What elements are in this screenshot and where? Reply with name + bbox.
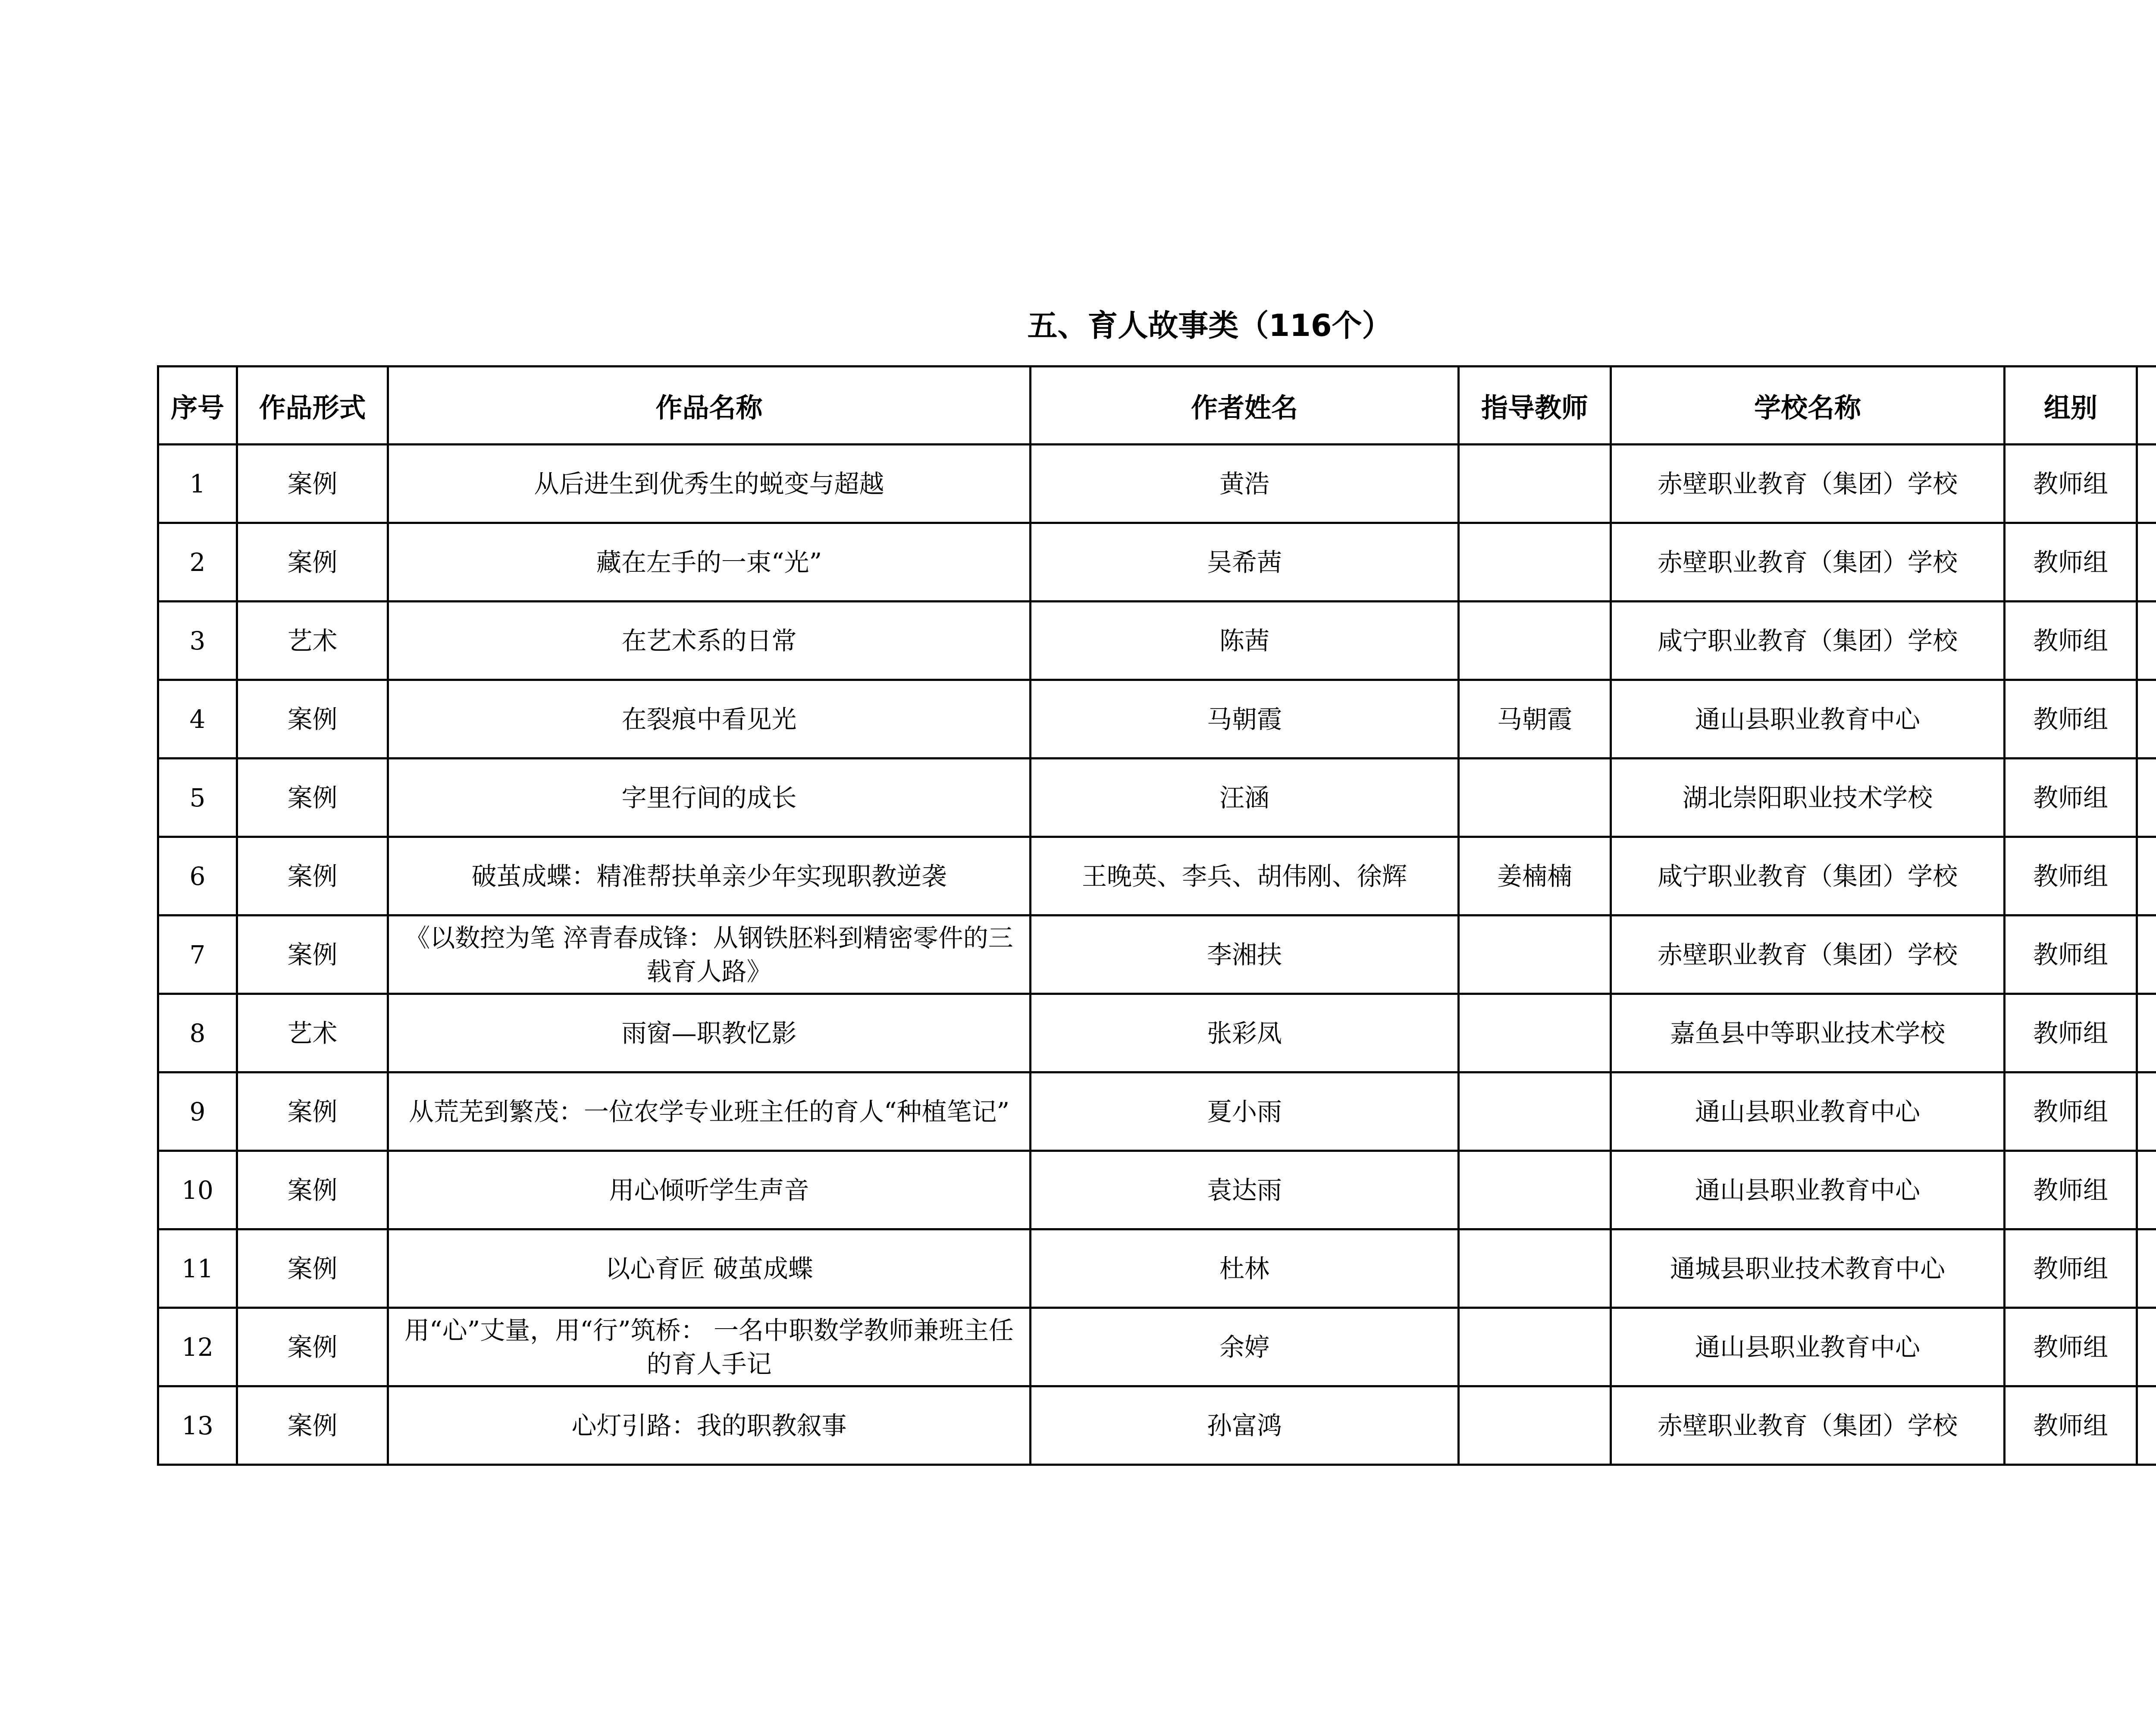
cell-no: 8 (158, 994, 237, 1072)
cell-author: 吴希茜 (1031, 523, 1459, 602)
cell-author: 孙富鸿 (1031, 1386, 1459, 1465)
cell-school: 赤壁职业教育（集团）学校 (1611, 916, 2005, 994)
cell-work-name: 破茧成蝶：精准帮扶单亲少年实现职教逆袭 (388, 837, 1031, 916)
award-table (157, 365, 2156, 1466)
cell-work-name: 字里行间的成长 (388, 759, 1031, 837)
cell-advisor (1459, 602, 1611, 680)
cell-award (2137, 1308, 2156, 1386)
table-header-row (158, 367, 2156, 445)
cell-author: 马朝霞 (1031, 680, 1459, 759)
cell-school: 通山县职业教育中心 (1611, 1072, 2005, 1151)
cell-form: 案例 (237, 1072, 388, 1151)
table-row (158, 680, 2156, 759)
cell-author: 余婷 (1031, 1308, 1459, 1386)
table-row (158, 1151, 2156, 1229)
cell-form: 艺术 (237, 602, 388, 680)
cell-group: 教师组 (2005, 1386, 2137, 1465)
col-header-no: 序号 (158, 367, 237, 445)
cell-work-name: 用“心”丈量，用“行”筑桥： 一名中职数学教师兼班主任的育人手记 (388, 1308, 1031, 1386)
cell-advisor: 马朝霞 (1459, 680, 1611, 759)
cell-work-name: 用心倾听学生声音 (388, 1151, 1031, 1229)
cell-form: 案例 (237, 1229, 388, 1308)
cell-group: 教师组 (2005, 1072, 2137, 1151)
table-row (158, 1229, 2156, 1308)
cell-no: 7 (158, 916, 237, 994)
table-row (158, 1072, 2156, 1151)
cell-no: 12 (158, 1308, 237, 1386)
cell-author: 夏小雨 (1031, 1072, 1459, 1151)
cell-award (2137, 602, 2156, 680)
col-header-advisor: 指导教师 (1459, 367, 1611, 445)
col-header-group: 组别 (2005, 367, 2137, 445)
cell-no: 11 (158, 1229, 237, 1308)
cell-award (2137, 1151, 2156, 1229)
col-header-award (2137, 367, 2156, 445)
cell-group: 教师组 (2005, 916, 2137, 994)
cell-author: 张彩凤 (1031, 994, 1459, 1072)
col-header-form: 作品形式 (237, 367, 388, 445)
cell-no: 3 (158, 602, 237, 680)
cell-group: 教师组 (2005, 994, 2137, 1072)
table-row (158, 916, 2156, 994)
cell-no: 6 (158, 837, 237, 916)
cell-school: 通城县职业技术教育中心 (1611, 1229, 2005, 1308)
cell-group: 教师组 (2005, 759, 2137, 837)
cell-work-name: 心灯引路：我的职教叙事 (388, 1386, 1031, 1465)
cell-form: 案例 (237, 1151, 388, 1229)
cell-author: 汪涵 (1031, 759, 1459, 837)
cell-school: 湖北崇阳职业技术学校 (1611, 759, 2005, 837)
cell-author: 王晚英、李兵、胡伟刚、徐辉 (1031, 837, 1459, 916)
cell-form: 案例 (237, 1386, 388, 1465)
cell-award (2137, 759, 2156, 837)
cell-work-name: 从后进生到优秀生的蜕变与超越 (388, 445, 1031, 523)
cell-advisor (1459, 1386, 1611, 1465)
cell-award (2137, 1386, 2156, 1465)
cell-author: 袁达雨 (1031, 1151, 1459, 1229)
cell-school: 赤壁职业教育（集团）学校 (1611, 445, 2005, 523)
cell-school: 赤壁职业教育（集团）学校 (1611, 1386, 2005, 1465)
cell-advisor (1459, 1229, 1611, 1308)
cell-group: 教师组 (2005, 1229, 2137, 1308)
cell-work-name: 藏在左手的一束“光” (388, 523, 1031, 602)
cell-group: 教师组 (2005, 837, 2137, 916)
cell-work-name: 雨窗—职教忆影 (388, 994, 1031, 1072)
cell-award (2137, 523, 2156, 602)
cell-advisor (1459, 916, 1611, 994)
cell-work-name: 《以数控为笔 淬青春成锋：从钢铁胚料到精密零件的三载育人路》 (388, 916, 1031, 994)
page-title: 五、育人故事类（116个） (1027, 308, 1392, 343)
cell-school: 赤壁职业教育（集团）学校 (1611, 523, 2005, 602)
table-row (158, 837, 2156, 916)
cell-award (2137, 1072, 2156, 1151)
cell-no: 2 (158, 523, 237, 602)
table-row (158, 523, 2156, 602)
cell-school: 通山县职业教育中心 (1611, 1151, 2005, 1229)
cell-form: 案例 (237, 1308, 388, 1386)
cell-award (2137, 916, 2156, 994)
cell-award (2137, 837, 2156, 916)
cell-advisor (1459, 759, 1611, 837)
cell-no: 13 (158, 1386, 237, 1465)
col-header-work-name: 作品名称 (388, 367, 1031, 445)
cell-advisor: 姜楠楠 (1459, 837, 1611, 916)
cell-form: 案例 (237, 916, 388, 994)
table-row (158, 445, 2156, 523)
cell-advisor (1459, 1151, 1611, 1229)
cell-no: 5 (158, 759, 237, 837)
cell-school: 咸宁职业教育（集团）学校 (1611, 837, 2005, 916)
cell-group: 教师组 (2005, 602, 2137, 680)
cell-group: 教师组 (2005, 1151, 2137, 1229)
cell-award (2137, 1229, 2156, 1308)
cell-author: 李湘扶 (1031, 916, 1459, 994)
cell-school: 通山县职业教育中心 (1611, 1308, 2005, 1386)
cell-work-name: 在艺术系的日常 (388, 602, 1031, 680)
table-row (158, 1386, 2156, 1465)
cell-form: 案例 (237, 445, 388, 523)
cell-award (2137, 680, 2156, 759)
cell-form: 艺术 (237, 994, 388, 1072)
cell-advisor (1459, 994, 1611, 1072)
cell-school: 嘉鱼县中等职业技术学校 (1611, 994, 2005, 1072)
col-header-school: 学校名称 (1611, 367, 2005, 445)
cell-work-name: 从荒芜到繁茂：一位农学专业班主任的育人“种植笔记” (388, 1072, 1031, 1151)
cell-group: 教师组 (2005, 523, 2137, 602)
cell-no: 9 (158, 1072, 237, 1151)
cell-no: 10 (158, 1151, 237, 1229)
cell-group: 教师组 (2005, 445, 2137, 523)
cell-advisor (1459, 1072, 1611, 1151)
cell-author: 黄浩 (1031, 445, 1459, 523)
cell-work-name: 以心育匠 破茧成蝶 (388, 1229, 1031, 1308)
table-row (158, 1308, 2156, 1386)
cell-group: 教师组 (2005, 1308, 2137, 1386)
cell-advisor (1459, 445, 1611, 523)
cell-author: 杜林 (1031, 1229, 1459, 1308)
cell-advisor (1459, 1308, 1611, 1386)
cell-form: 案例 (237, 837, 388, 916)
cell-no: 1 (158, 445, 237, 523)
cell-form: 案例 (237, 759, 388, 837)
cell-no: 4 (158, 680, 237, 759)
cell-award (2137, 994, 2156, 1072)
table-row (158, 602, 2156, 680)
cell-school: 咸宁职业教育（集团）学校 (1611, 602, 2005, 680)
cell-award (2137, 445, 2156, 523)
cell-work-name: 在裂痕中看见光 (388, 680, 1031, 759)
cell-form: 案例 (237, 523, 388, 602)
cell-form: 案例 (237, 680, 388, 759)
table-row (158, 759, 2156, 837)
cell-advisor (1459, 523, 1611, 602)
table-row (158, 994, 2156, 1072)
cell-author: 陈茜 (1031, 602, 1459, 680)
cell-group: 教师组 (2005, 680, 2137, 759)
cell-school: 通山县职业教育中心 (1611, 680, 2005, 759)
col-header-author: 作者姓名 (1031, 367, 1459, 445)
